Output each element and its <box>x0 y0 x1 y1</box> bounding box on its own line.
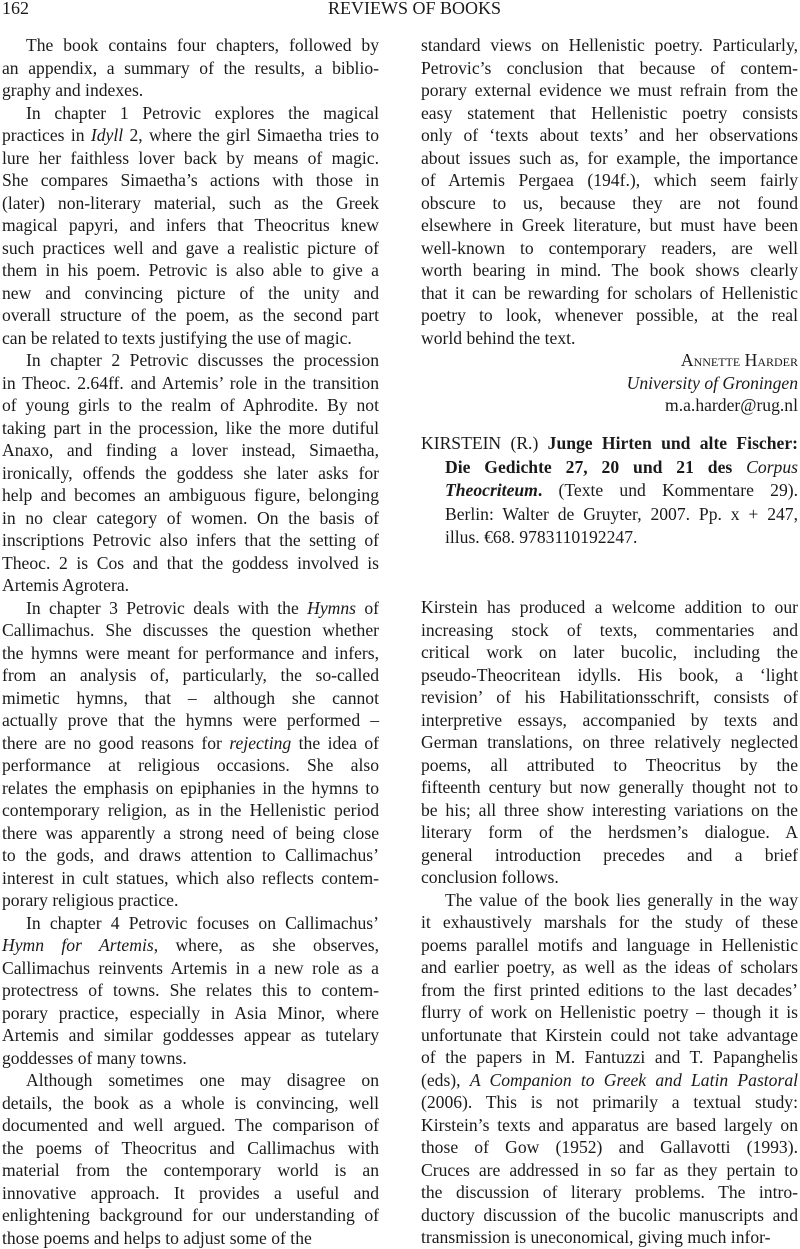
paragraph <box>421 596 798 889</box>
text-line: only of ‘texts about texts’ and her observations <box>421 125 798 145</box>
text-line: pseudo-Theocritean idylls. His book, a ‘light <box>421 664 798 685</box>
text-line: graphy and indexes. <box>2 80 144 100</box>
text-segment: Theocriteum <box>445 480 538 500</box>
text-line: those of Gow (1952) and Gallavotti (1993). <box>421 1137 798 1157</box>
text-line: documented and well argued. The comparison of <box>2 1115 379 1135</box>
text-line <box>421 1069 798 1092</box>
text-line: Petrovic’s conclusion that because of contem- <box>421 57 798 78</box>
text-line: general introduction precedes and a brief <box>421 844 798 865</box>
text-line: of the papers in M. Fantuzzi and T. Papanghelis <box>421 1047 798 1067</box>
text-line: Kirstein’s texts and apparatus are based largely on <box>421 1114 798 1135</box>
paragraph <box>2 597 379 912</box>
reviewer-name: Annette Harder <box>680 350 798 370</box>
text-line: fifteenth century but now generally thought not to <box>421 777 798 797</box>
text-line: magical papyri, and infers that Theocritus knew <box>2 215 379 235</box>
reviewer-affiliation: University of Groningen <box>626 372 798 393</box>
left-column <box>2 34 379 1249</box>
text-segment: , where, as she observes, <box>153 935 379 955</box>
text-line: contemporary religion, as in the Hellenistic period <box>2 800 379 820</box>
reviewer-email: m.a.harder@rug.nl <box>665 395 798 415</box>
text-line: The book contains four chapters, followed by <box>26 35 379 55</box>
text-line: of Artemis Pergaea (194f.), which seem fairly <box>421 170 798 190</box>
text-line: transmission is uneconomical, giving much infor- <box>421 1227 771 1247</box>
text-line: interpretive essays, accompanied by texts and <box>421 709 798 730</box>
text-line: such practices well and gave a realistic picture of <box>2 237 379 258</box>
text-line: innovative approach. It provides a useful and <box>2 1182 379 1203</box>
text-line: (2006). This is not primarily a textual study: <box>421 1092 798 1112</box>
text-segment: . <box>537 480 543 500</box>
text-line <box>2 934 379 957</box>
text-line: German translations, on three relatively neglected <box>421 732 798 752</box>
text-line: the poems of Theocritus and Callimachus with <box>2 1137 379 1158</box>
text-line <box>2 732 379 755</box>
page-number: 162 <box>2 0 29 18</box>
text-line <box>421 456 798 480</box>
text-line: actually prove that the hymns were performed – <box>2 710 379 730</box>
text-line: Callimachus. She discusses the question whether <box>2 620 379 640</box>
text-line: Artemis and similar goddesses appear as tutelary <box>2 1025 379 1045</box>
text-segment: (Texte und Kommentare 29). <box>542 480 798 500</box>
text-line: in Theoc. 2.64ff. and Artemis’ role in the transition <box>2 372 379 393</box>
text-segment: Hymn for Artemis <box>2 935 154 955</box>
text-line: illus. €68. 9783110192247. <box>445 527 638 547</box>
text-line: those poems and helps to adjust some of the <box>2 1227 312 1248</box>
text-line: unfortunate that Kirstein could not take advantage <box>421 1024 798 1045</box>
text-line: Anaxo, and finding a lover instead, Simaetha, <box>2 440 379 460</box>
text-segment: there are no good reasons for <box>2 732 230 753</box>
text-line: elsewhere in Greek literature, but must have been <box>421 215 798 235</box>
text-line: about issues such as, for example, the importance <box>421 147 798 168</box>
text-line: In chapter 4 Petrovic focuses on Callimachus’ <box>26 912 379 933</box>
text-line <box>2 124 379 147</box>
text-line: details, the book as a whole is convincing, well <box>2 1092 379 1113</box>
text-segment: Idyll <box>90 125 124 145</box>
paragraph <box>2 34 379 102</box>
text-line: poems, all attributed to Theocritus by the <box>421 754 798 775</box>
text-line <box>421 432 798 456</box>
review-body <box>421 596 798 1249</box>
text-line: standard views on Hellenistic poetry. Particularly, <box>421 35 798 55</box>
text-line: ductory discussion of the bucolic manuscripts and <box>421 1204 798 1225</box>
paragraph <box>2 102 379 350</box>
text-line: them in his poem. Petrovic is also able to give a <box>2 260 379 280</box>
text-line: of young girls to the realm of Aphrodite. By not <box>2 395 379 415</box>
text-line: material from the contemporary world is an <box>2 1160 379 1180</box>
text-segment: Die Gedichte 27, 20 und 21 des <box>445 456 747 477</box>
text-line: Kirstein has produced a welcome addition to our <box>421 597 798 617</box>
text-line: and earlier poetry, as well as the ideas of scholars <box>421 957 798 977</box>
text-line: to the gods, and draws attention to Callimachus’ <box>2 845 379 865</box>
text-segment: Junge Hirten und alte Fischer: <box>547 433 798 453</box>
book-citation <box>421 432 798 550</box>
paragraph <box>2 1069 379 1249</box>
paragraph <box>2 349 379 597</box>
text-line: ironically, offends the goddess she later asks for <box>2 462 379 483</box>
text-line: worth bearing in mind. The book shows clearly <box>421 260 798 280</box>
right-column-continuation <box>421 34 798 349</box>
text-line: well-known to contemporary readers, are well <box>421 237 798 258</box>
text-line: Cruces are addressed in so far as they pertain to <box>421 1159 798 1180</box>
text-segment: (eds), <box>421 1069 470 1090</box>
text-line: inscriptions Petrovic also infers that the setting of <box>2 530 379 550</box>
text-line: lure her faithless lover back by means of magic. <box>2 147 379 168</box>
text-line: interest in cult statues, which also reflects contem- <box>2 867 379 888</box>
text-line: world behind the text. <box>421 327 576 348</box>
text-line: revision’ of his Habilitationsschrift, consists of <box>421 687 798 707</box>
text-line: She compares Simaetha’s actions with those in <box>2 170 379 190</box>
text-line: critical work on later bucolic, including the <box>421 642 798 662</box>
text-line: In chapter 2 Petrovic discusses the procession <box>26 350 379 370</box>
text-line: In chapter 1 Petrovic explores the magical <box>26 102 379 123</box>
text-line: the discussion of literary problems. The intro- <box>421 1182 798 1202</box>
text-line: mimetic hymns, that – although she cannot <box>2 687 379 708</box>
text-line <box>2 597 379 620</box>
text-line: overall structure of the poem, as the second part <box>2 305 379 325</box>
text-segment: the idea of <box>291 732 380 753</box>
text-segment: In chapter 3 Petrovic deals with the <box>26 597 308 618</box>
text-line: porary religious practice. <box>2 890 179 910</box>
text-segment: KIRSTEIN (R.) <box>421 433 548 453</box>
text-line: performance at religious occasions. She also <box>2 755 379 775</box>
text-line: goddesses of many towns. <box>2 1047 187 1068</box>
text-line: The value of the book lies generally in the way <box>445 889 798 910</box>
running-title: REVIEWS OF BOOKS <box>328 0 502 18</box>
text-line: porary external evidence we must refrain from the <box>421 80 798 100</box>
text-line: an appendix, a summary of the results, a biblio- <box>2 57 379 78</box>
text-segment: Hymns <box>307 597 356 618</box>
text-line: there was apparently a strong need of being close <box>2 822 379 843</box>
text-line: poems parallel motifs and language in Hellenistic <box>421 934 798 955</box>
text-line: Callimachus reinvents Artemis in a new role as a <box>2 957 379 978</box>
paragraph <box>421 889 798 1249</box>
text-line: flurry of work on Hellenistic poetry – though it is <box>421 1002 798 1022</box>
text-line: in no clear category of women. On the basis of <box>2 507 379 528</box>
reviewer-signature <box>421 349 798 417</box>
text-segment: 2, where the girl Simaetha tries to <box>123 125 379 145</box>
text-line: increasing stock of texts, commentaries and <box>421 619 798 640</box>
paragraph <box>2 912 379 1070</box>
paragraph <box>421 34 798 349</box>
text-line: relates the emphasis on epiphanies in the hymns to <box>2 777 379 798</box>
text-line: (later) non-literary material, such as the Greek <box>2 192 379 213</box>
text-line: poetry to look, whenever possible, at the real <box>421 305 798 325</box>
text-line: from an analysis of, particularly, the so-called <box>2 665 379 685</box>
text-line: obscure to us, because they are not found <box>421 192 798 213</box>
text-line <box>421 479 798 503</box>
text-line: conclusion follows. <box>421 867 559 887</box>
text-line: protectress of towns. She relates this to contem- <box>2 980 379 1000</box>
text-line: enlightening background for our understanding of <box>2 1205 379 1225</box>
text-line: it exhaustively marshals for the study of these <box>421 912 798 932</box>
text-line: the hymns were meant for performance and infers, <box>2 642 379 663</box>
text-line: literary form of the herdsmen’s dialogue. A <box>421 822 798 842</box>
text-segment: practices in <box>2 125 91 145</box>
text-segment: Corpus <box>746 456 798 477</box>
text-segment: rejecting <box>229 732 292 753</box>
text-line: can be related to texts justifying the use of magic. <box>2 327 352 348</box>
text-line: that it can be rewarding for scholars of Hellenistic <box>421 282 798 303</box>
text-line: from the first printed editions to the last decades’ <box>421 979 798 1000</box>
text-line: help and becomes an ambiguous figure, belonging <box>2 485 379 505</box>
text-segment: A Companion to Greek and Latin Pastoral <box>469 1069 799 1090</box>
text-line: porary practice, especially in Asia Minor, where <box>2 1002 379 1023</box>
text-line: Berlin: Walter de Gruyter, 2007. Pp. x + 247, <box>445 503 798 524</box>
text-line: Theoc. 2 is Cos and that the goddess involved is <box>2 552 379 573</box>
text-line: easy statement that Hellenistic poetry consists <box>421 102 798 123</box>
text-line: Although sometimes one may disagree on <box>26 1070 379 1090</box>
text-line: new and convincing picture of the unity and <box>2 282 379 303</box>
text-segment: of <box>356 597 379 618</box>
text-line: be his; all three show interesting variations on the <box>421 799 798 820</box>
text-line: Artemis Agrotera. <box>2 575 130 595</box>
text-line: taking part in the procession, like the more dutiful <box>2 417 379 438</box>
